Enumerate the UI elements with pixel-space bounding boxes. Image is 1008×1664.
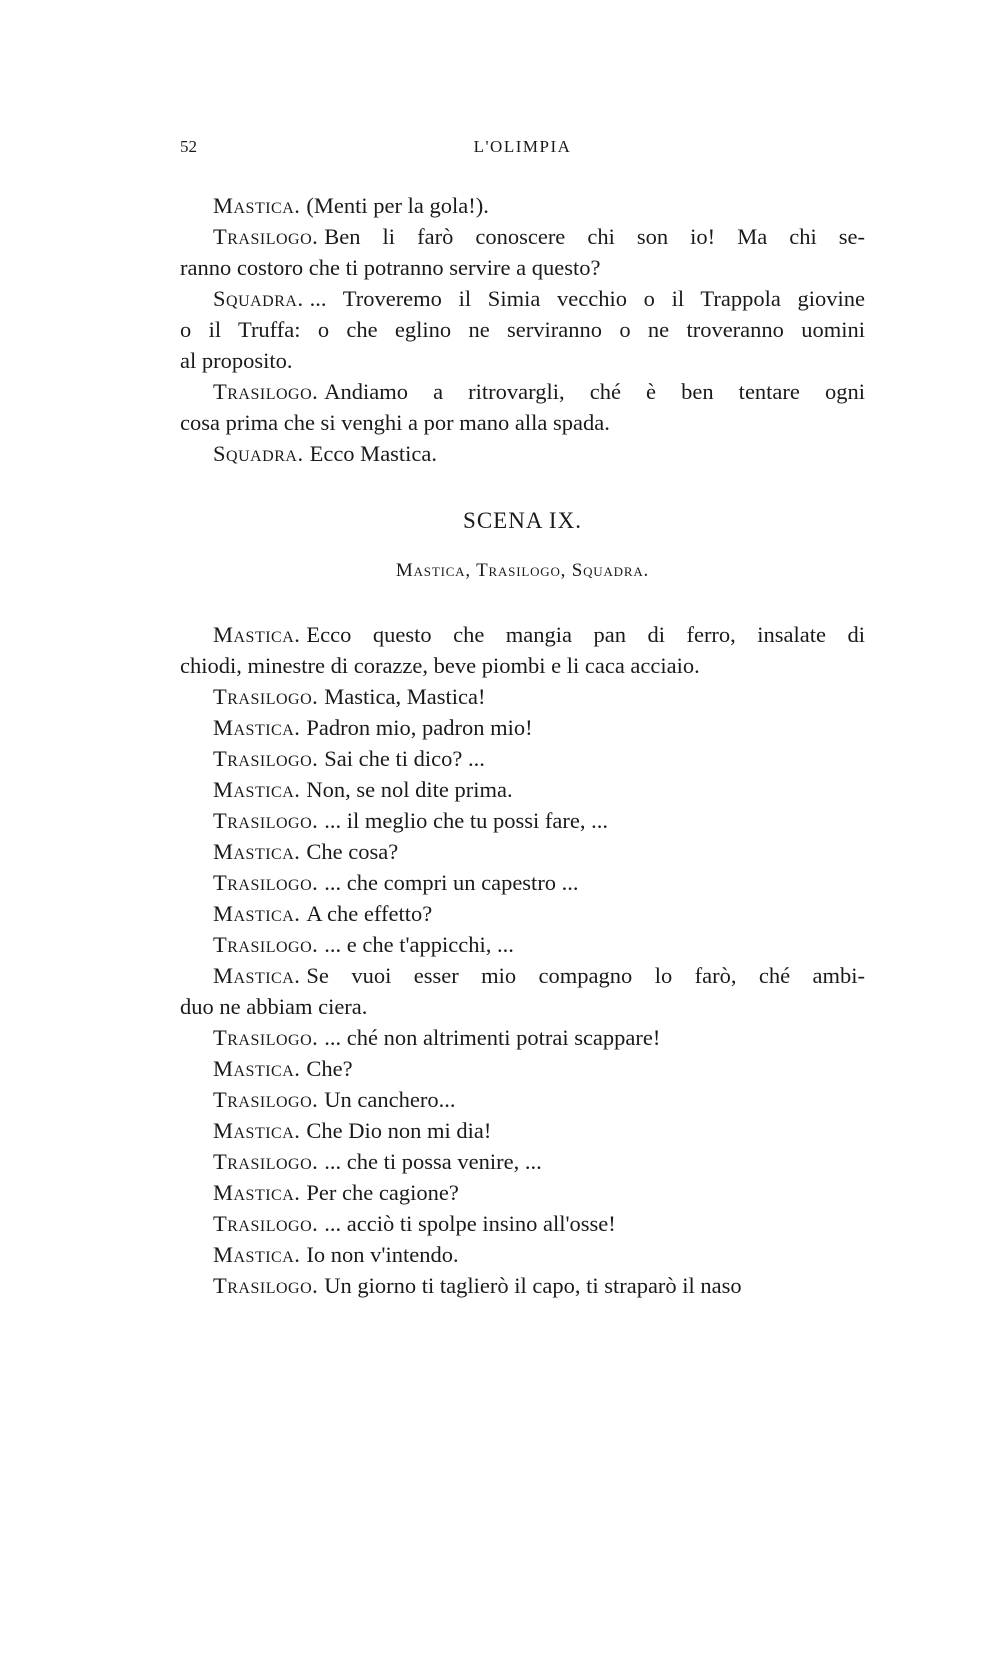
speech-line: [180, 1270, 865, 1301]
speech-text: Padron mio, padron mio!: [306, 715, 533, 740]
speech-text: al proposito.: [180, 348, 293, 373]
speech-text: Che Dio non mi dia!: [306, 1118, 492, 1143]
speaker-name: Mastica.: [213, 193, 301, 218]
speech-line: [180, 743, 865, 774]
speaker-name: Mastica.: [213, 1056, 301, 1081]
speaker-name: Mastica.: [213, 1180, 301, 1205]
dialogue-block-1: [180, 190, 865, 469]
speech-text: Io non v'intendo.: [306, 1242, 459, 1267]
speech-text: ... che compri un capestro ...: [324, 870, 579, 895]
speech-line: [180, 1022, 865, 1053]
speech-text: ... Troveremo il Simia vecchio o il Trappola giovine: [309, 286, 865, 311]
speech-line: [180, 712, 865, 743]
scene-cast: Mastica, Trasilogo, Squadra.: [395, 560, 650, 581]
speech-line: [180, 929, 865, 960]
speaker-name: Mastica.: [213, 1242, 301, 1267]
speaker-name: Mastica.: [213, 839, 301, 864]
running-title: L'OLIMPIA: [473, 137, 572, 156]
speaker-name: Trasilogo.: [213, 224, 319, 249]
speaker-name: Mastica.: [213, 1118, 301, 1143]
speech-line: [180, 960, 865, 991]
speech-text: ... il meglio che tu possi fare, ...: [324, 808, 608, 833]
speaker-name: Trasilogo.: [213, 684, 319, 709]
speech-text: cosa prima che si venghi a por mano alla spada.: [180, 410, 610, 435]
speaker-name: Mastica.: [213, 901, 301, 926]
speech-continuation-line: [180, 991, 865, 1022]
speaker-name: Trasilogo.: [213, 932, 319, 957]
dialogue-block-2: [180, 619, 865, 1301]
speaker-name: Squadra.: [213, 286, 304, 311]
speech-line: [180, 1177, 865, 1208]
speech-text: Ecco Mastica.: [309, 441, 438, 466]
speaker-name: Mastica.: [213, 622, 301, 647]
speech-line: [180, 376, 865, 407]
speech-continuation-line: [180, 650, 865, 681]
speech-text: (Menti per la gola!).: [306, 193, 489, 218]
speech-line: [180, 1084, 865, 1115]
speaker-name: Mastica.: [213, 963, 301, 988]
scene-title: SCENA IX.: [463, 508, 582, 533]
speech-line: [180, 805, 865, 836]
speech-line: [180, 438, 865, 469]
speech-line: [180, 190, 865, 221]
speech-text: Andiamo a ritrovargli, ché è ben tentare ogni: [324, 379, 865, 404]
speech-text: ... acciò ti spolpe insino all'osse!: [324, 1211, 616, 1236]
speaker-name: Trasilogo.: [213, 746, 319, 771]
speech-line: [180, 1115, 865, 1146]
speech-line: [180, 1053, 865, 1084]
speaker-name: Trasilogo.: [213, 870, 319, 895]
speaker-name: Trasilogo.: [213, 379, 319, 404]
speech-continuation-line: [180, 314, 865, 345]
speech-text: duo ne abbiam ciera.: [180, 994, 368, 1019]
running-header: [180, 137, 865, 165]
speech-continuation-line: [180, 252, 865, 283]
speech-text: Non, se nol dite prima.: [306, 777, 513, 802]
speech-line: [180, 898, 865, 929]
speaker-name: Trasilogo.: [213, 1149, 319, 1174]
speech-text: A che effetto?: [306, 901, 433, 926]
speaker-name: Mastica.: [213, 777, 301, 802]
speech-line: [180, 221, 865, 252]
speech-text: Per che cagione?: [306, 1180, 459, 1205]
speech-text: Sai che ti dico? ...: [324, 746, 485, 771]
speech-line: [180, 867, 865, 898]
speaker-name: Trasilogo.: [213, 1211, 319, 1236]
speech-text: ranno costoro che ti potranno servire a questo?: [180, 255, 601, 280]
speech-line: [180, 1146, 865, 1177]
speech-continuation-line: [180, 345, 865, 376]
speech-line: [180, 836, 865, 867]
speech-text: Che cosa?: [306, 839, 399, 864]
speaker-name: Trasilogo.: [213, 1273, 319, 1298]
speech-text: Mastica, Mastica!: [324, 684, 486, 709]
speech-line: [180, 1208, 865, 1239]
page-number: 52: [180, 137, 197, 156]
speech-text: Ben li farò conoscere chi son io! Ma chi se-: [324, 224, 865, 249]
speech-text: ... che ti possa venire, ...: [324, 1149, 542, 1174]
speech-line: [180, 1239, 865, 1270]
speech-text: ... ché non altrimenti potrai scappare!: [324, 1025, 661, 1050]
speech-text: Un giorno ti taglierò il capo, ti straparò il naso: [324, 1273, 742, 1298]
speech-text: Che?: [306, 1056, 353, 1081]
speaker-name: Mastica.: [213, 715, 301, 740]
speech-text: chiodi, minestre di corazze, beve piombi e li caca acciaio.: [180, 653, 700, 678]
speech-line: [180, 283, 865, 314]
speaker-name: Squadra.: [213, 441, 304, 466]
speech-text: Un canchero...: [324, 1087, 456, 1112]
speech-text: Se vuoi esser mio compagno lo farò, ché ambi-: [306, 963, 865, 988]
speech-text: Ecco questo che mangia pan di ferro, insalate di: [306, 622, 865, 647]
speaker-name: Trasilogo.: [213, 1025, 319, 1050]
speech-line: [180, 619, 865, 650]
speech-line: [180, 774, 865, 805]
speech-continuation-line: [180, 407, 865, 438]
speech-text: ... e che t'appicchi, ...: [324, 932, 514, 957]
speech-line: [180, 681, 865, 712]
speaker-name: Trasilogo.: [213, 1087, 319, 1112]
speech-text: o il Truffa: o che eglino ne serviranno o ne troveranno uomini: [180, 317, 865, 342]
speaker-name: Trasilogo.: [213, 808, 319, 833]
